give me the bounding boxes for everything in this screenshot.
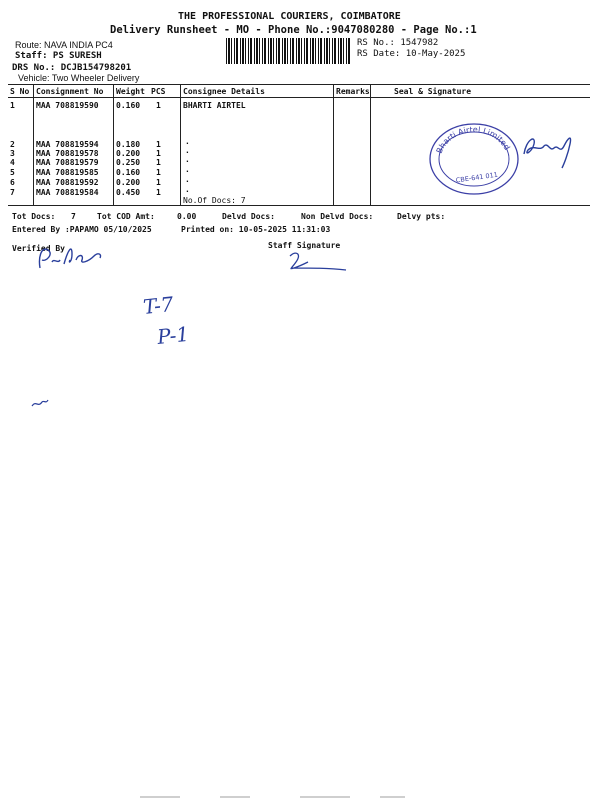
col-header-consignee: Consignee Details	[183, 87, 265, 96]
table-header-rule	[8, 97, 590, 98]
row-consignee: .	[185, 146, 190, 155]
row-consignment: MAA 708819585	[36, 168, 99, 177]
row-consignee: .	[185, 137, 190, 146]
scan-artifact	[300, 796, 350, 798]
no-of-docs: No.Of Docs: 7	[183, 196, 246, 205]
svg-text:Bharti Airtel Limited	[435, 125, 512, 155]
row-consignment: MAA 708819578	[36, 149, 99, 158]
company-stamp	[428, 122, 520, 196]
col-header-seal: Seal & Signature	[394, 87, 472, 96]
col-divider	[370, 84, 371, 205]
entered-by: Entered By :PAPAMO 05/10/2025	[12, 225, 152, 234]
delvy-pts-label: Delvy pts:	[397, 212, 446, 221]
consignee-signature	[518, 130, 578, 172]
row-sno: 2	[10, 140, 15, 149]
row-pcs: 1	[156, 158, 161, 167]
tot-docs-value: 7	[71, 212, 76, 221]
cod-value: 0.00	[177, 212, 197, 221]
col-header-sno: S No	[10, 87, 30, 96]
row-pcs: 1	[156, 168, 161, 177]
rs-date: RS Date: 10-May-2025	[357, 49, 466, 59]
barcode	[226, 38, 352, 64]
col-header-consignment: Consignment No	[36, 87, 104, 96]
row-weight: 0.160	[116, 101, 141, 110]
row-consignee: .	[185, 155, 190, 164]
row-sno: 5	[10, 168, 15, 177]
tot-docs-label: Tot Docs:	[12, 212, 56, 221]
rs-number: RS No.: 1547982	[357, 38, 439, 48]
row-sno: 3	[10, 149, 15, 158]
row-sno: 7	[10, 188, 15, 197]
scan-artifact	[220, 796, 250, 798]
row-pcs: 1	[156, 188, 161, 197]
row-pcs: 1	[156, 140, 161, 149]
handwritten-t7: T-7	[142, 291, 175, 319]
row-weight: 0.450	[116, 188, 141, 197]
row-consignment: MAA 708819579	[36, 158, 99, 167]
row-pcs: 1	[156, 101, 161, 110]
col-header-weight: Weight	[116, 87, 145, 96]
row-weight: 0.200	[116, 178, 141, 187]
verified-by-label: Verified By	[12, 244, 65, 253]
verifier-signature	[34, 240, 106, 272]
stamp-code: CBE-641 011	[455, 170, 499, 185]
row-consignment: MAA 708819592	[36, 178, 99, 187]
vehicle-text: Vehicle: Two Wheeler Delivery	[18, 73, 140, 83]
col-header-remarks: Remarks	[336, 87, 370, 96]
staff-signature	[282, 248, 350, 274]
drs-number: DRS No.: DCJB154798201	[12, 63, 132, 73]
route-text: Route: NAVA INDIA PC4	[15, 40, 113, 50]
row-weight: 0.250	[116, 158, 141, 167]
col-divider	[33, 84, 34, 205]
col-header-pcs: PCS	[151, 87, 166, 96]
row-consignee: BHARTI AIRTEL	[183, 101, 246, 110]
row-weight: 0.160	[116, 168, 141, 177]
row-consignee: .	[185, 175, 190, 184]
col-divider	[113, 84, 114, 205]
company-title: THE PROFESSIONAL COURIERS, COIMBATORE	[178, 11, 401, 22]
row-sno: 4	[10, 158, 15, 167]
row-consignee: .	[185, 165, 190, 174]
table-bottom-rule	[8, 205, 590, 206]
row-sno: 1	[10, 101, 15, 110]
row-consignee: .	[185, 185, 190, 194]
row-pcs: 1	[156, 149, 161, 158]
cod-label: Tot COD Amt:	[97, 212, 155, 221]
delvd-docs-label: Delvd Docs:	[222, 212, 275, 221]
non-delvd-docs-label: Non Delvd Docs:	[301, 212, 374, 221]
handwritten-p1: P-1	[156, 321, 191, 349]
col-divider	[180, 84, 181, 205]
row-consignment: MAA 708819584	[36, 188, 99, 197]
scan-artifact	[140, 796, 180, 798]
row-pcs: 1	[156, 178, 161, 187]
ink-mark	[30, 396, 52, 410]
staff-text: Staff: PS SURESH	[15, 51, 102, 61]
scan-artifact	[380, 796, 405, 798]
row-weight: 0.180	[116, 140, 141, 149]
staff-signature-label: Staff Signature	[268, 241, 341, 250]
stamp-text: Bharti Airtel Limited	[434, 125, 512, 155]
row-weight: 0.200	[116, 149, 141, 158]
runsheet-subtitle: Delivery Runsheet - MO - Phone No.:9047080280 - Page No.:1	[110, 24, 477, 36]
col-divider	[333, 84, 334, 205]
handwritten-note	[138, 286, 218, 352]
printed-on: Printed on: 10-05-2025 11:31:03	[181, 225, 331, 234]
row-consignment: MAA 708819590	[36, 101, 99, 110]
row-consignment: MAA 708819594	[36, 140, 99, 149]
row-sno: 6	[10, 178, 15, 187]
table-top-rule	[8, 84, 590, 85]
